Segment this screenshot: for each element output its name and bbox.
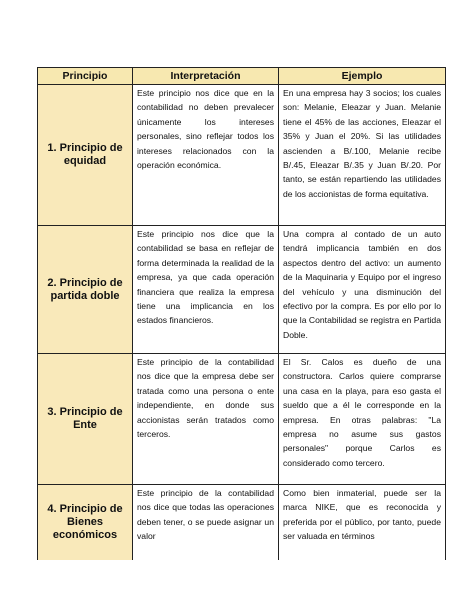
interpretation-cell <box>133 485 279 561</box>
principle-number: 3. <box>47 406 57 418</box>
interpretation-cell: Este principio nos dice que la contabilidad se basa en reflejar de forma determinada la realidad de la empresa, ya que cada operación financiera que realiza la empresa tiene una implicancia en los estados financieros. <box>133 226 279 354</box>
principle-number: 4. <box>47 503 57 515</box>
header-example: Ejemplo <box>279 68 446 85</box>
principle-name: Principio de equidad <box>59 142 123 167</box>
principle-cell <box>38 485 133 561</box>
table-header-row <box>38 68 446 85</box>
header-principle: Principio <box>38 68 133 85</box>
table-row <box>38 226 446 354</box>
interpretation-text: Este principio de la contabilidad nos dice que todas las operaciones deben tener, o se puede asignar un valor <box>137 488 274 542</box>
example-cell: En una empresa hay 3 socios; los cuales son: Melanie, Eleazar y Juan. Melanie tiene el 45% de las acciones, Eleazar el 35% y Juan el 20%. Si las utilidades ascienden a B/.100, Melanie recibe B/.45, Eleazar B/.35 y Juan B/.20. Por tanto, se están repartiendo las utilidades de los accionistas de forma equitativa. <box>279 85 446 226</box>
example-cell <box>279 485 446 561</box>
principle-name: Principio de Ente <box>59 406 123 431</box>
principle-cell <box>38 354 133 485</box>
example-text: Como bien inmaterial, puede ser la marca NIKE, que es reconocida y preferida por el público, por tanto, puede ser valuada en términos <box>283 488 441 542</box>
example-cell: Una compra al contado de un auto tendrá implicancia también en dos aspectos dentro del activo: un aumento de la Maquinaria y Equipo por el ingreso del vehículo y una disminución del efectivo por la compra. Es por ello por lo que la Contabilidad se registra en Partida Doble. <box>279 226 446 354</box>
principle-number: 2. <box>47 276 57 289</box>
interpretation-cell: Este principio nos dice que en la contabilidad no deben prevalecer únicamente los intereses personales, sino reflejar todos los intereses relacionados con la operación económica. <box>133 85 279 226</box>
table-row <box>38 485 446 561</box>
example-cell: El Sr. Calos es dueño de una constructora. Carlos quiere comprarse una casa en la playa, para eso gasta el sueldo que a él le corresponde en la empresa. En otras palabras: "La empresa no asume sus gastos personales" porque Carlos es considerado como tercero. <box>279 354 446 485</box>
principle-number: 1. <box>47 142 57 154</box>
interpretation-cell: Este principio de la contabilidad nos dice que la empresa debe ser tratada como una persona o ente independiente, en donde sus accionistas serán tratados como terceros. <box>133 354 279 485</box>
principle-cell <box>38 85 133 226</box>
header-interpretation: Interpretación <box>133 68 279 85</box>
principle-name: Principio de partida doble <box>50 276 123 302</box>
table-row <box>38 354 446 485</box>
table-row <box>38 85 446 226</box>
principle-cell <box>38 226 133 354</box>
principles-table <box>37 67 446 560</box>
principle-name: Principio de Bienes económicos <box>52 503 123 541</box>
